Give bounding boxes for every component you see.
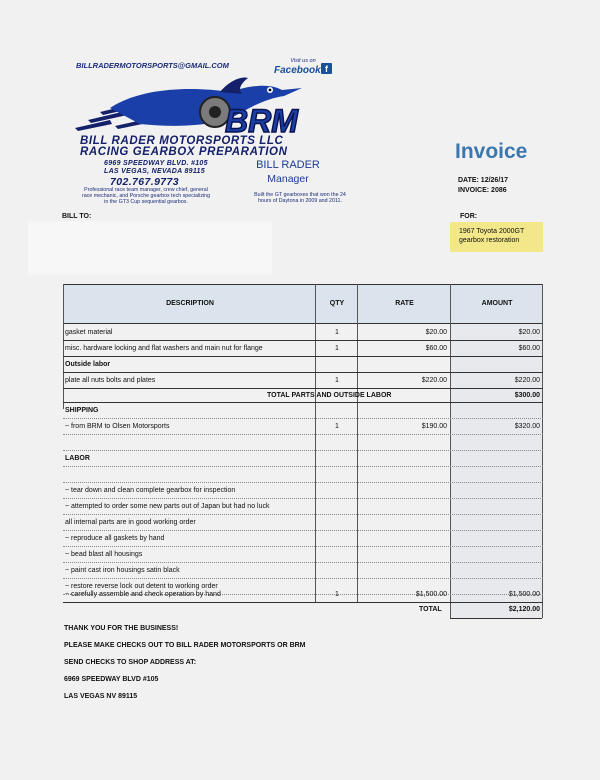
table-row (63, 357, 543, 373)
row-amount: $1,500.00 (508, 591, 540, 598)
table-row (63, 373, 543, 389)
row-description: gasket material (65, 329, 113, 336)
row-amount: $60.00 (518, 345, 540, 352)
row-description: Outside labor (65, 361, 111, 368)
table-row (63, 587, 543, 603)
company-name-line1: BILL RADER MOTORSPORTS LLC (80, 135, 284, 147)
row-description: misc. hardware locking and flat washers and main nut for flange (65, 345, 263, 352)
footer-line: LAS VEGAS NV 89115 (64, 693, 138, 700)
row-rate: $1,500.00 (415, 591, 447, 598)
company-address (104, 160, 208, 176)
business-card (70, 52, 346, 212)
for-label: FOR: (460, 213, 478, 220)
row-description: ~ bead blast all housings (65, 551, 143, 558)
company-bio: Professional race team manager, crew chief, general race mechanic, and Porsche gearbox tech specializing in the GT3 Cup sequential gearbox. (81, 187, 211, 205)
header-description: DESCRIPTION (166, 300, 214, 307)
row-description: plate all nuts bolts and plates (65, 377, 156, 384)
company-name-line2: RACING GEARBOX PREPARATION (80, 146, 288, 158)
invoice-meta (458, 176, 508, 196)
row-rate: $60.00 (425, 345, 447, 352)
table-row (63, 341, 543, 357)
header-rate: RATE (395, 300, 414, 307)
row-qty: 1 (335, 345, 339, 352)
total-label: TOTAL (419, 606, 442, 613)
row-description: all internal parts are in good working order (65, 519, 196, 526)
company-name (80, 136, 288, 158)
row-qty: 1 (335, 591, 339, 598)
row-divider (63, 466, 543, 467)
company-phone: 702.767.9773 (110, 176, 180, 188)
footer-line: THANK YOU FOR THE BUSINESS! (64, 625, 179, 632)
table-row (63, 419, 543, 435)
row-divider (63, 434, 543, 435)
table-header (63, 284, 543, 324)
address-line1: 6969 SPEEDWAY BLVD. #105 (104, 160, 208, 167)
row-rate: $190.00 (421, 423, 447, 430)
row-amount: $20.00 (518, 329, 540, 336)
header-qty: QTY (329, 300, 345, 307)
subtotal-value: $300.00 (514, 392, 540, 399)
total-bottom-line (450, 618, 542, 619)
table-row (63, 483, 543, 499)
invoice-title: Invoice (455, 140, 528, 163)
facebook-label[interactable]: Facebook (274, 65, 321, 76)
for-line1: 1967 Toyota 2000GT (459, 228, 525, 235)
row-qty: 1 (335, 423, 339, 430)
manager-role: Manager (267, 173, 309, 185)
row-rate: $220.00 (421, 377, 447, 384)
invoice-number: INVOICE: 2086 (458, 187, 507, 194)
facebook-icon[interactable]: f (321, 63, 332, 74)
for-line2: gearbox restoration (459, 237, 520, 244)
gt-note: Built the GT gearboxes that won the 24 hours of Daytona in 2009 and 2011. (254, 192, 346, 204)
footer-line: 6969 SPEEDWAY BLVD #105 (64, 676, 159, 683)
table-row (63, 499, 543, 515)
table-row (63, 325, 543, 341)
labor-header-row (63, 451, 543, 467)
shipping-label: SHIPPING (65, 407, 99, 414)
redacted-address (28, 221, 272, 275)
row-divider (63, 602, 543, 603)
header-amount: AMOUNT (481, 300, 513, 307)
row-description: ~ paint cast iron housings satin black (65, 567, 180, 574)
footer-line: PLEASE MAKE CHECKS OUT TO BILL RADER MOTORSPORTS OR BRM (64, 642, 306, 649)
table-row (63, 563, 543, 579)
logo-text: BRM (225, 103, 298, 138)
row-divider (63, 388, 543, 389)
shipping-header-row (63, 403, 543, 419)
row-rate: $20.00 (425, 329, 447, 336)
labor-label: LABOR (65, 455, 90, 462)
address-line2: LAS VEGAS, NEVADA 89115 (104, 168, 205, 175)
row-amount: $220.00 (514, 377, 540, 384)
table-row (63, 531, 543, 547)
row-amount: $320.00 (514, 423, 540, 430)
footer-line: SEND CHECKS TO SHOP ADDRESS AT: (64, 659, 197, 666)
row-description: ~ restore reverse lock out detent to working order (65, 583, 218, 590)
row-description: ~ reproduce all gaskets by hand (65, 535, 165, 542)
table-row (63, 547, 543, 563)
bill-to-label: BILL TO: (62, 213, 92, 220)
row-description: ~ from BRM to Olsen Motorsports (65, 423, 170, 430)
row-qty: 1 (335, 377, 339, 384)
manager-name: BILL RADER (256, 159, 320, 171)
company-email[interactable]: BILLRADERMOTORSPORTS@GMAIL.COM (76, 61, 229, 70)
roadrunner-logo-icon (70, 68, 340, 138)
for-highlight-box (450, 222, 543, 252)
row-description: ~ carefully assemble and check operation by hand (65, 591, 221, 598)
table-row (63, 515, 543, 531)
subtotal-label: TOTAL PARTS AND OUTSIDE LABOR (267, 392, 392, 399)
row-description: ~ attempted to order some new parts out of Japan but had no luck (65, 503, 270, 510)
invoice-date: DATE: 12/26/17 (458, 177, 509, 184)
visit-us-label: Visit us on (290, 58, 316, 64)
footer-notes (64, 625, 306, 710)
row-qty: 1 (335, 329, 339, 336)
total-value: $2,120.00 (508, 606, 540, 613)
row-description: ~ tear down and clean complete gearbox for inspection (65, 487, 236, 494)
